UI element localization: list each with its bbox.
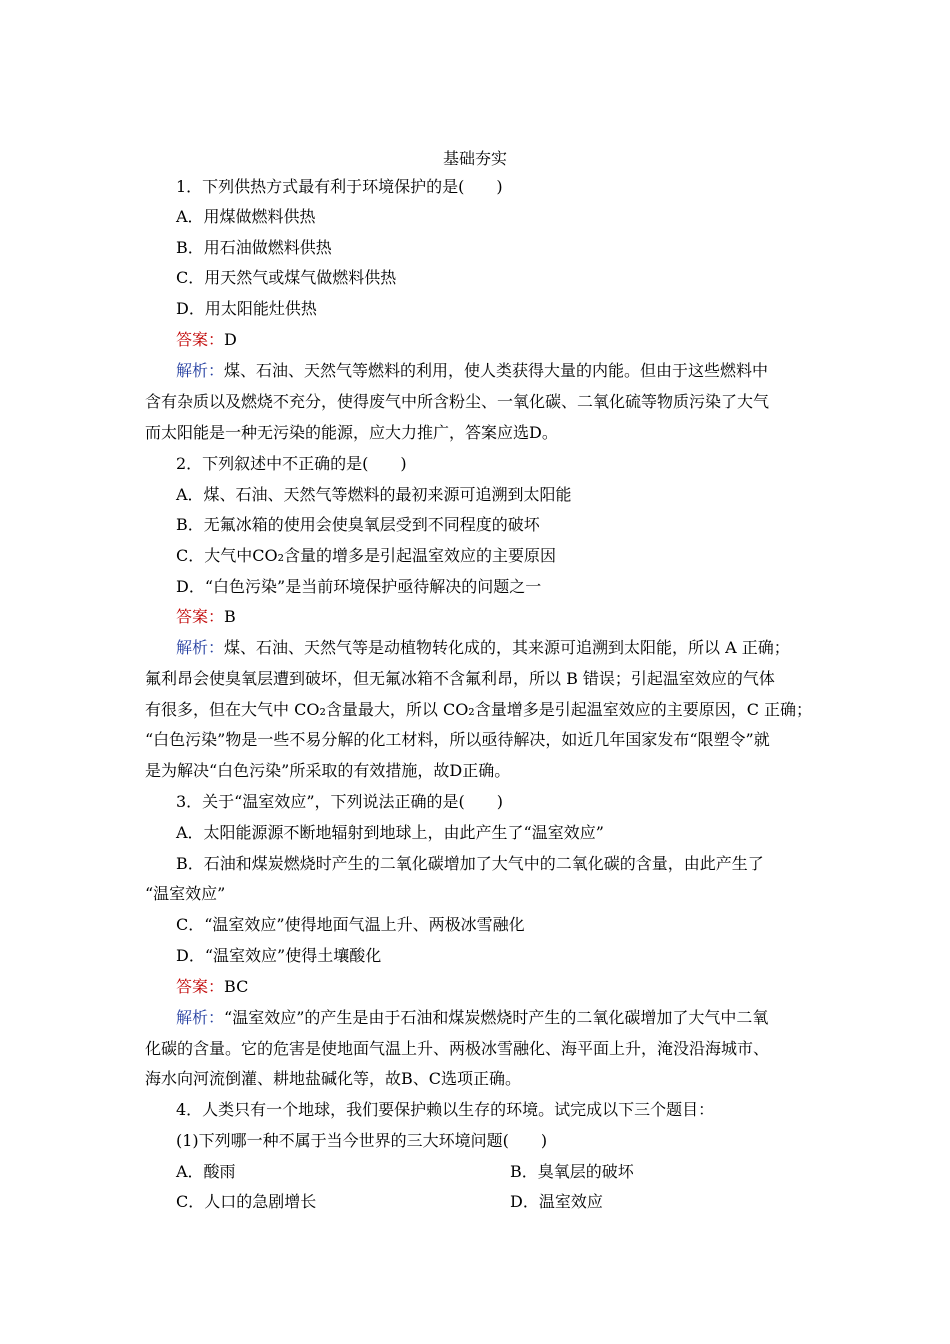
q2-option-b: B．无氟冰箱的使用会使臭氧层受到不同程度的破坏 xyxy=(176,515,540,534)
q1-analysis-line-2: 含有杂质以及燃烧不充分，使得废气中所含粉尘、一氧化碳、二氧化硫等物质污染了大气 xyxy=(145,392,770,411)
analysis-text: “温室效应”的产生是由于石油和煤炭燃烧时产生的二氧化碳增加了大气中二氧 xyxy=(224,1008,769,1027)
q4-option-a: A．酸雨 xyxy=(176,1162,236,1181)
analysis-text: 煤、石油、天然气等燃料的利用，使人类获得大量的内能。但由于这些燃料中 xyxy=(224,361,769,380)
answer-value: BC xyxy=(224,977,249,996)
q3-analysis-line-2: 化碳的含量。它的危害是使地面气温上升、两极冰雪融化、海平面上升，淹没沿海城市、 xyxy=(145,1039,770,1058)
q4-sub1-stem: (1)下列哪一种不属于当今世界的三大环境问题( ) xyxy=(176,1131,548,1150)
q1-answer xyxy=(176,329,237,351)
q4-stem: 4．人类只有一个地球，我们要保护赖以生存的环境。试完成以下三个题目： xyxy=(176,1100,715,1119)
answer-label: 答案： xyxy=(176,607,225,626)
answer-label: 答案： xyxy=(176,330,225,349)
q3-option-a: A．太阳能源源不断地辐射到地球上，由此产生了“温室效应” xyxy=(176,823,604,842)
q2-analysis-line-5: 是为解决“白色污染”所采取的有效措施，故D正确。 xyxy=(145,761,511,780)
q3-option-b-line-2: “温室效应” xyxy=(145,884,226,903)
q4-option-b: B．臭氧层的破坏 xyxy=(510,1162,634,1181)
q2-option-d: D．“白色污染”是当前环境保护亟待解决的问题之一 xyxy=(176,577,542,596)
analysis-label: 解析： xyxy=(176,1008,225,1027)
q1-analysis-line-1 xyxy=(176,360,768,382)
q2-option-a: A．煤、石油、天然气等燃料的最初来源可追溯到太阳能 xyxy=(176,485,572,504)
analysis-label: 解析： xyxy=(176,361,225,380)
q3-option-c: C．“温室效应”使得地面气温上升、两极冰雪融化 xyxy=(176,915,525,934)
q1-option-c: C．用天然气或煤气做燃料供热 xyxy=(176,268,397,287)
q1-analysis-line-3: 而太阳能是一种无污染的能源，应大力推广，答案应选D。 xyxy=(145,423,558,442)
q1-option-b: B．用石油做燃料供热 xyxy=(176,238,332,257)
q4-option-c: C．人口的急剧增长 xyxy=(176,1192,317,1211)
q1-option-d: D．用太阳能灶供热 xyxy=(176,299,317,318)
q2-analysis-line-4: “白色污染”物是一些不易分解的化工材料，所以亟待解决，如近几年国家发布“限塑令”就 xyxy=(145,730,770,749)
analysis-label: 解析： xyxy=(176,638,225,657)
q1-option-a: A．用煤做燃料供热 xyxy=(176,207,316,226)
q2-stem: 2．下列叙述中不正确的是( ) xyxy=(176,454,407,473)
q3-option-b-line-1: B．石油和煤炭燃烧时产生的二氧化碳增加了大气中的二氧化碳的含量，由此产生了 xyxy=(176,854,764,873)
q3-analysis-line-3: 海水向河流倒灌、耕地盐碱化等，故B、C选项正确。 xyxy=(145,1069,522,1088)
q2-analysis-line-2: 氟利昂会使臭氧层遭到破坏，但无氟冰箱不含氟利昂，所以 B 错误；引起温室效应的气体 xyxy=(145,669,775,688)
section-title: 基础夯实 xyxy=(442,149,507,168)
q2-option-c: C．大气中CO₂含量的增多是引起温室效应的主要原因 xyxy=(176,546,557,565)
analysis-text: 煤、石油、天然气等是动植物转化成的，其来源可追溯到太阳能，所以 A 正确； xyxy=(224,638,790,657)
q3-option-d: D．“温室效应”使得土壤酸化 xyxy=(176,946,382,965)
q2-analysis-line-1 xyxy=(176,637,790,659)
q3-stem: 3．关于“温室效应”，下列说法正确的是( ) xyxy=(176,792,504,811)
answer-value: D xyxy=(224,330,237,349)
answer-value: B xyxy=(224,607,236,626)
q3-answer xyxy=(176,976,248,998)
q3-analysis-line-1 xyxy=(176,1007,768,1029)
q1-stem: 1．下列供热方式最有利于环境保护的是( ) xyxy=(176,177,503,196)
q2-answer xyxy=(176,606,236,628)
answer-label: 答案： xyxy=(176,977,225,996)
q4-option-d: D．温室效应 xyxy=(510,1192,603,1211)
q2-analysis-line-3: 有很多，但在大气中 CO₂含量最大，所以 CO₂含量增多是引起温室效应的主要原因，C 正确； xyxy=(145,700,813,719)
